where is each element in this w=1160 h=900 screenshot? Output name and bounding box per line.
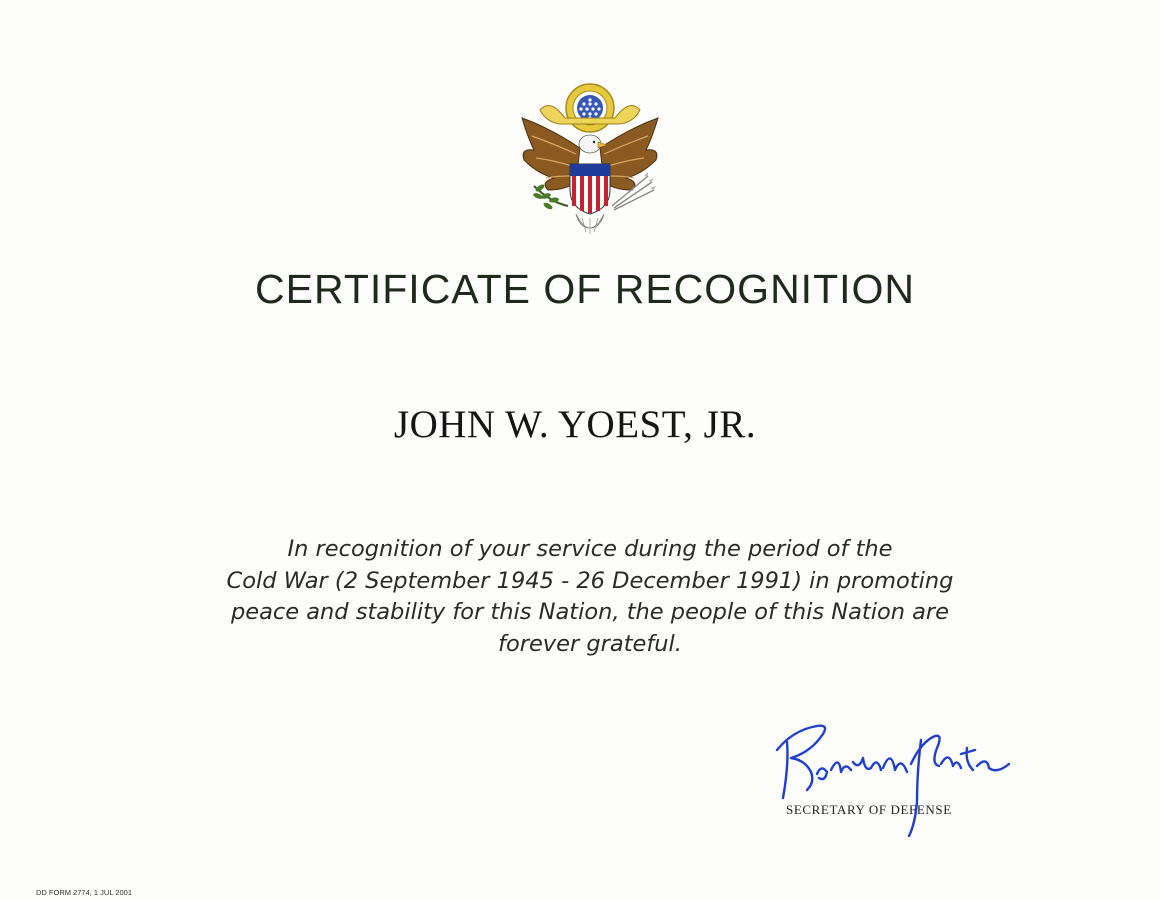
form-identifier: DD FORM 2774, 1 JUL 2001: [36, 888, 133, 897]
signature-image: [765, 712, 1015, 844]
certificate-title: CERTIFICATE OF RECOGNITION: [255, 266, 915, 312]
citation-line: Cold War (2 September 1945 - 26 December 1991) in promoting: [226, 567, 954, 594]
citation-line: forever grateful.: [498, 630, 682, 657]
citation-line: peace and stability for this Nation, the people of this Nation are: [230, 599, 950, 625]
citation-text: [150, 534, 1030, 660]
citation-line: In recognition of your service during the period of the: [287, 536, 893, 562]
recipient-name: JOHN W. YOEST, JR.: [393, 403, 757, 446]
great-seal-eagle-icon: [510, 78, 670, 248]
signatory-title: SECRETARY OF DEFENSE: [786, 802, 952, 817]
